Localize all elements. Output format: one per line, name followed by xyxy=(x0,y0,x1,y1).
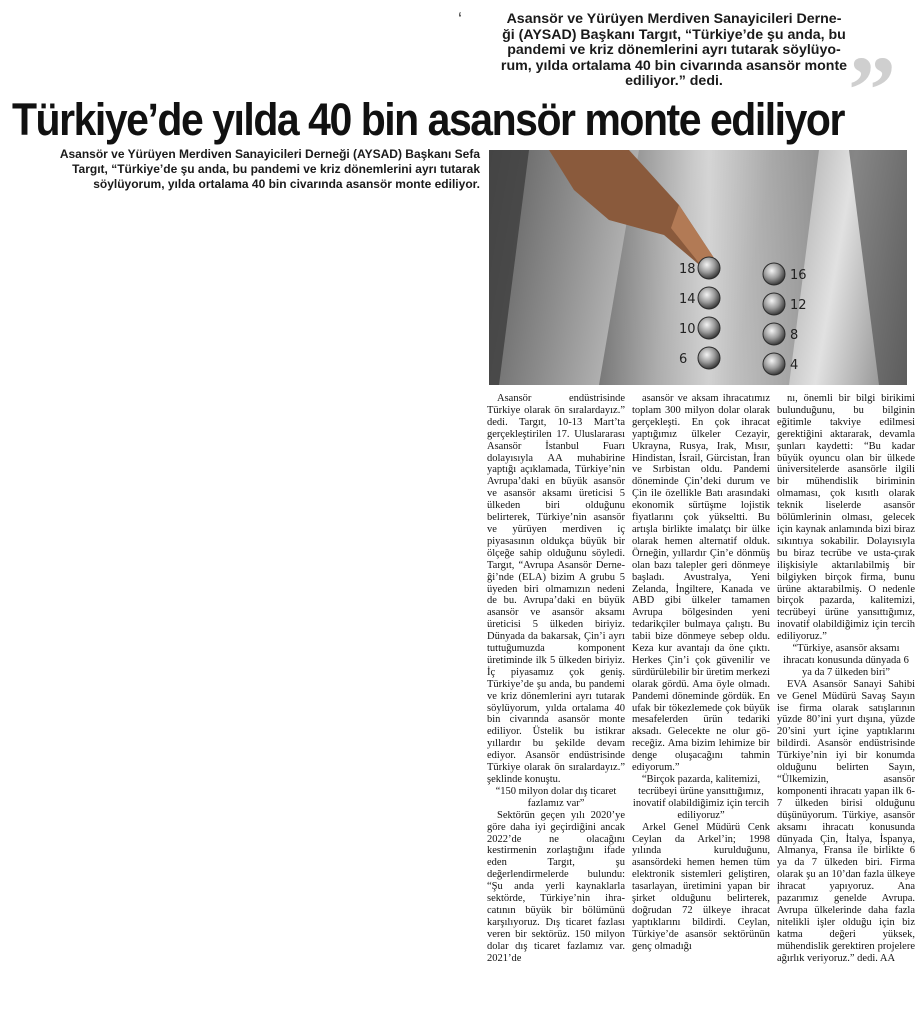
quote-mark-icon: ʻ xyxy=(458,10,462,30)
lead-line: söylüyorum, yılda ortalama 40 bin civarında asansör monte ediliyor. xyxy=(93,177,480,191)
floor-label: 6 xyxy=(679,352,688,367)
floor-label: 12 xyxy=(790,298,807,313)
article-paragraph: nı, önemli bir bilgi birikimi bulunduğunu, bu bilginin eğitimle takviye edilmesi gerektiğini aktararak, devamla şunları kaydetti: “Bu kadar büyük oyuncu olan bir ülkede üniversitelerde asansörle ilgili bir mühendislik biriminin olmaması, çok kısıtlı olarak teknik liselerde asansör bölümlerinin olması, gelecek için kaynak anlamında bizi biraz sıkıntıya sokabilir. Dolayısıyla bu biraz tecrübe ve usta-çırak ilişkisiyle aktarılabilmiş bir bilgiyken birçok firma, bunu ürüne aktarabilmiş. O nedenle birçok pazarda, kalitemizi, tecrübeyi ürüne yansıttığımız, inovatif olabildiğimiz için tercih ediliyoruz.” xyxy=(777,393,915,643)
floor-label: 18 xyxy=(679,262,696,277)
pull-quote-line: rum, yılda ortalama 40 bin civarında asansör monte xyxy=(500,57,848,74)
elevator-button xyxy=(698,347,720,369)
elevator-button xyxy=(763,323,785,345)
elevator-panel-photo xyxy=(489,150,907,385)
pull-quote xyxy=(470,12,878,90)
article-paragraph: Asansör endüstrisinde Türkiye olarak ön sıralardayız.” dedi. Targıt, 10-13 Mart’ta gerçekleştirilen 17. Uluslararası Asansör İstanbul Fuarı dolayısıyla AA muhabirine yaptığı açıklamada, Türkiye’nin Avrupa’daki en büyük asansör ve asansör aksamı üreticisi 5 ülkeden biri olduğunu belirterek, Türkiye’nin asansör ve yürüyen merdiven iç piyasasının oldukça büyük bir ölçeğe sahip olduğunu söyledi. Targıt, “Avrupa Asansör Derneği’nde (ELA) bizim A grubu 5 üyeden biri olmamızın nedeni de bu. Avrupa’daki en büyük asansör ve asansör aksamı üreticisi 5 ülkeden biriyiz. Dünyada da bakarsak, Çin’i ayrı tuttuğumuzda komponent üretiminde ilk 5 ülkeden biriyiz. İç piyasamız çok geniş. Türkiye’de şu anda, bu pandemi ve kriz dönemlerini ayrı tutarak söylüyorum, yılda ortalama 40 bin civarında asansör monte ediliyor. Üstelik bu istikrar yıllardır bu şekilde devam ediyor. Asansör endüstrisinde Türkiye olarak ön sıralardayız.” şeklinde konuştu. xyxy=(487,393,625,785)
elevator-button xyxy=(698,287,720,309)
article-paragraph: Sektörün geçen yılı 2020’ye göre daha iyi geçirdiğini ancak 2022’de ne olacağını kestirmenin zorlaştığını ifade eden Targıt, şu değerlendirmelerde bulundu: “Şu anda yerli kaynaklarla sektörde, Türkiye’nin ihracatının büyük bir bölümünü karşılıyoruz. Dış ticaret fazlası veren bir sektörüz. 150 milyon dolar dış ticaret fazlamız var. 2021’de xyxy=(487,809,625,964)
headline: Türkiye’de yılda 40 bin asansör monte ediliyor xyxy=(12,94,844,145)
floor-label: 8 xyxy=(790,328,799,343)
pull-quote-line: pandemi ve kriz dönemlerini ayrı tutarak söylüyo- xyxy=(507,42,841,58)
floor-label: 10 xyxy=(679,322,696,337)
article-subheading: “Türkiye, asansör aksamı ihracatı konusunda dünyada 6 ya da 7 ülkeden biri” xyxy=(783,643,909,678)
article-paragraph: EVA Asansör Sanayi Sahibi ve Genel Müdürü Savaş Sayın ise firma olarak satışlarının yüzde 80’ini yurt dışına, yüzde 20’sini yurt içine yaptıklarını bildirdi. Asansör endüstrisinde Türkiye’nin iyi bir konumda olduğunu belirten Sayın, “Ülkemizin, asansör komponenti ihracatı yapan ilk 6-7 ülkeden birisi olduğunu düşünüyorum. Türkiye, asansör aksamı ihracatı konusunda dünyada Çin, İtalya, İspanya, Almanya, Fransa ile birlikte 6 ya da 7 ülkeden biri. Firma olarak şu an 10’dan fazla ülkeye ihracat yapıyoruz. Ana pazarımız genelde Avrupa. Avrupa ülkelerinde daha fazla nitelikli işler olduğu için biz katma değeri yüksek, mühendislik gerektiren projelere ağırlık veriyoruz.” dedi. AA xyxy=(777,678,915,964)
pull-quote-line: Asansör ve Yürüyen Merdiven Sanayicileri Derne- xyxy=(506,11,842,27)
pull-quote-line: ği (AYSAD) Başkanı Targıt, “Türkiye’de şu anda, bu xyxy=(502,26,846,43)
floor-label: 16 xyxy=(790,268,807,283)
article-paragraph: asansör ve aksam ihracatımız toplam 300 milyon dolar olarak gerçekleşti. En çok ihracat yaptığımız ülkeler Cezayir, Ukrayna, Rusya, Irak, Mısır, Hindistan, İsrail, Gürcistan, İran ve Sırbistan oldu. Pandemi döneminde Çin’deki durum ve Çin ile özellikle Batı arasındaki ekonomik sürtüşme lojistik fiyatlarını çok yükseltti. Bu artışla birlikte imalatçı bir ülke olarak hemen alternatif olduk. Örneğin, yıllardır Çin’e dönmüş olan bazı talepler geri dönmeye başladı. Avustralya, Yeni Zelanda, İngiltere, Kanada ve ABD gibi ülkeler tamamen Avrupa bölgesinden yeni tedarikçiler bulmaya çalıştı. Bu tabii bize dönmeye sebep oldu. Keza kur avantajı da öne çıktı. Herkes Çin’i çok güvenilir ve sürdürülebilir bir üretim merkezi olarak gördü. Ama öyle olmadı. Pandemi döneminde gördük. En ufak bir tökezlemede çok büyük mesafelerden ürün tedariki aksadı. Gelecekte ne olur göreceğiz. Ama bizim lehimize bir denge oluşacağını tahmin ediyorum.” xyxy=(632,393,770,774)
elevator-button xyxy=(763,293,785,315)
floor-label: 14 xyxy=(679,292,696,307)
floor-label: 4 xyxy=(790,358,799,373)
decorative-quote-icon: ” xyxy=(848,36,896,143)
lead-line: Asansör ve Yürüyen Merdiven Sanayicileri Derneği (AYSAD) Başkanı Sefa xyxy=(59,147,480,161)
elevator-button xyxy=(698,317,720,339)
article-column-3 xyxy=(777,393,915,965)
lead-line: Targıt, “Türkiye’de şu anda, bu pandemi ve kriz dönemlerini ayrı tutarak xyxy=(72,162,480,176)
elevator-button xyxy=(763,353,785,375)
article-paragraph: Arkel Genel Müdürü Cenk Ceylan da Arkel’in; 1998 yılında kurulduğunu, asansördeki hemen hemen tüm elektronik sistemleri geliştiren, tasarlayan, üretimini yapan bir şirket olduğunu belirterek, doğrudan 72 ülkeye ihracat yaptıklarını bildirdi. Ceylan, Türkiye’de asansör sektörünün genç olmadığı xyxy=(632,821,770,952)
article-column-2 xyxy=(632,393,770,953)
elevator-buttons-illustration xyxy=(489,150,907,385)
lead-paragraph xyxy=(10,147,480,192)
elevator-button xyxy=(698,257,720,279)
article-column-1 xyxy=(487,393,625,965)
article-subheading: “150 milyon dolar dış ticaret fazlamız var” xyxy=(495,785,617,809)
article-subheading: “Birçok pazarda, kalitemizi, tecrübeyi ürüne yansıttığımız, inovatif olabildiğimiz için tercih ediliyoruz” xyxy=(632,774,770,821)
pull-quote-line: ediliyor.” dedi. xyxy=(625,73,723,89)
elevator-button xyxy=(763,263,785,285)
